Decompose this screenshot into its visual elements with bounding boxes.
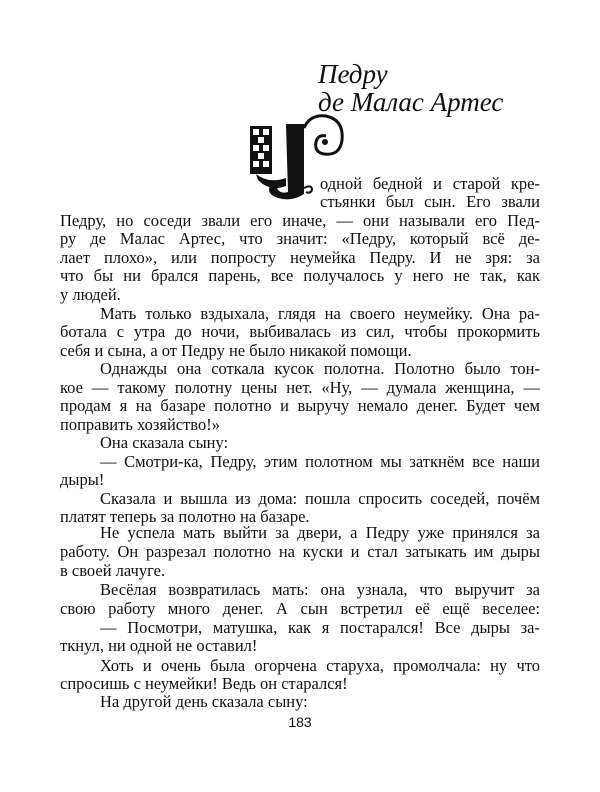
text-line: что бы ни брался парень, все получалось у него не так, как (60, 266, 540, 285)
text-line: работу. Он разрезал полотно на куски и стал затыкать им дыры (60, 542, 540, 561)
text-line: себя и сына, а от Педру не было никакой помощи. (60, 341, 412, 360)
story-title-line-2: де Малас Артес (318, 87, 504, 117)
text-line: Не успела мать выйти за двери, а Педру уже принялся за (100, 523, 540, 542)
text-line: одной бедной и старой кре- (320, 174, 540, 193)
text-line: стьянки был сын. Его звали (320, 192, 540, 211)
text-line: ткнул, ни одной не оставил! (60, 636, 258, 655)
text-line: Однажды она соткала кусок полотна. Полотно было тон- (100, 359, 540, 378)
text-line: продам я на базаре полотно и выручу немало денег. Будет чем (60, 396, 540, 415)
text-line: Сказала и вышла из дома: пошла спросить соседей, почём (100, 489, 540, 508)
text-line: свою работу много денег. А сын встретил её ещё веселее: (60, 599, 540, 618)
text-line: Весёлая возвратилась мать: она узнала, что выручит за (100, 580, 540, 599)
text-line: Хоть и очень была огорчена старуха, промолчала: ну что (100, 656, 540, 675)
text-line: На другой день сказала сыну: (100, 692, 308, 711)
text-line: ботала с утра до ночи, выбивалась из сил, чтобы прокормить (60, 322, 540, 341)
text-line: спросишь с неумейки! Ведь он старался! (60, 674, 348, 693)
text-line: в своей лачуге. (60, 561, 166, 580)
text-line: дыры! (60, 470, 105, 489)
text-line: поправить хозяйство!» (60, 415, 220, 434)
text-line: Педру, но соседи звали его иначе, — они называли его Пед- (60, 211, 540, 230)
text-line: у людей. (60, 285, 121, 304)
story-title-line-1: Педру (318, 59, 388, 89)
text-line: Она сказала сыну: (100, 433, 229, 452)
text-line: платят теперь за полотно на базаре. (60, 507, 310, 526)
text-line: лает плохо», или попросту неумейка Педру. И не зря: за (60, 248, 540, 267)
text-line: — Посмотри, матушка, как я постарался! Все дыры за- (100, 618, 540, 637)
text-line: — Смотри-ка, Педру, этим полотном мы заткнём все наши (100, 452, 540, 471)
page-number: 183 (288, 714, 312, 730)
text-line: Мать только вздыхала, глядя на своего неумейку. Она ра- (100, 304, 540, 323)
text-line: кое — такому полотну цены нет. «Ну, — думала женщина, — (60, 378, 540, 397)
text-line: ру де Малас Артес, что значит: «Педру, который всё де- (60, 229, 540, 248)
